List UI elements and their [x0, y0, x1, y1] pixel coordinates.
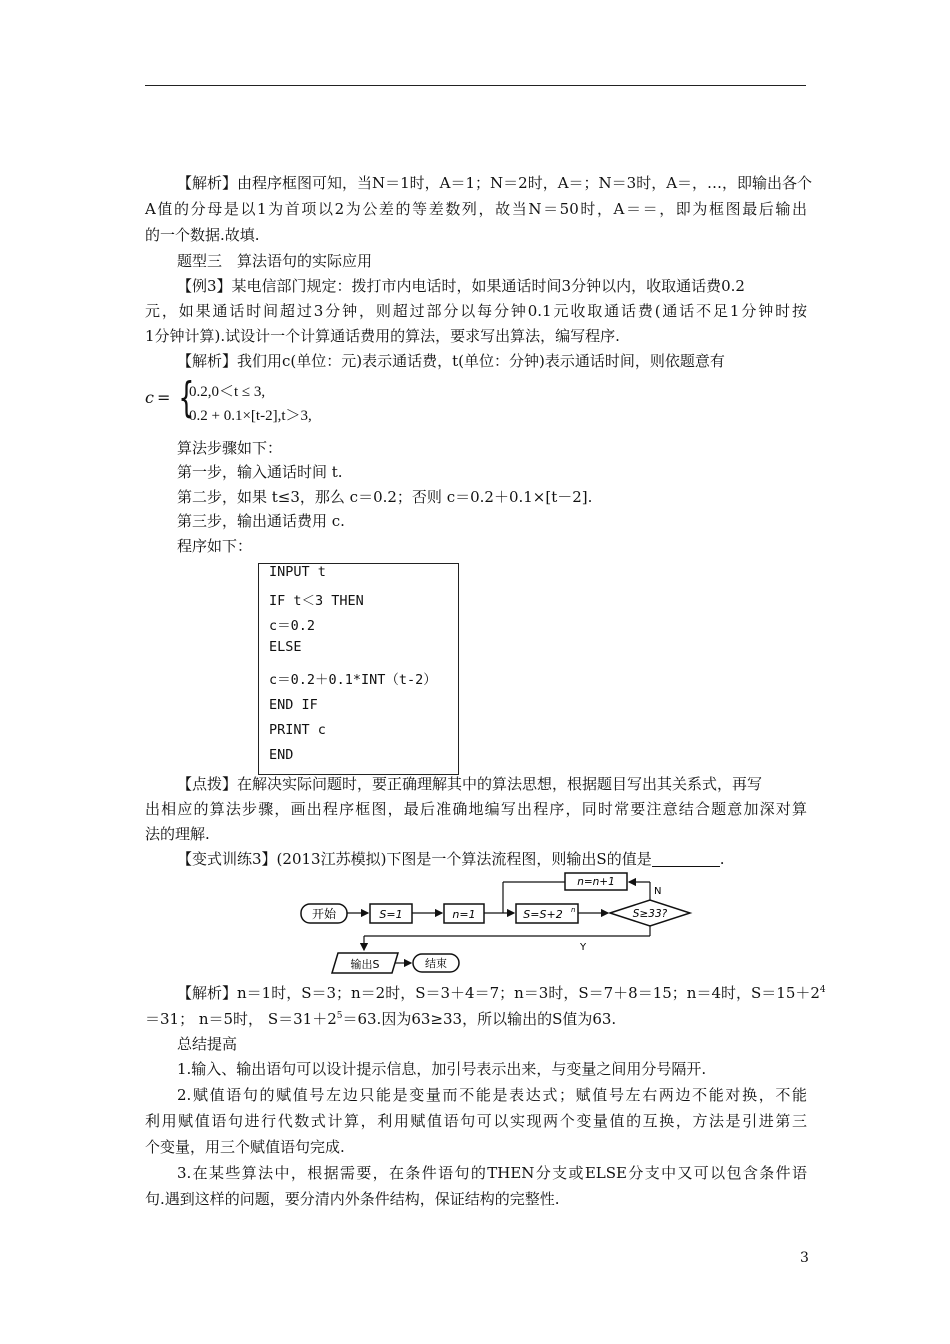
- code-line: END: [269, 747, 294, 763]
- step-2: 第二步，如果 t≤3，那么 c＝0.2；否则 c＝0.2＋0.1×[t－2].: [177, 488, 593, 506]
- left-brace-icon: {: [178, 373, 195, 422]
- exercise-line: [177, 848, 839, 870]
- answer-blank: [652, 851, 720, 867]
- header-rule: [145, 85, 806, 86]
- code-line: IF t＜3 THEN: [269, 593, 364, 609]
- comment-line-2: 出相应的算法步骤，画出程序框图，最后准确地编写出程序，同时常要注意结合题意加深对算: [145, 800, 807, 818]
- solution-line-1: [177, 982, 826, 1004]
- analysis-line-1: 【解析】由程序框图可知，当N＝1时，A＝1；N＝2时，A＝；N＝3时，A＝，…，即输出各个: [177, 174, 813, 192]
- flowchart: [298, 870, 698, 980]
- formula-case-2: 0.2 + 0.1×[t-2],t＞3,: [189, 408, 312, 424]
- example-line-1: 【例3】某电信部门规定：拨打市内电话时，如果通话时间3分钟以内，收取通话费0.2: [177, 277, 745, 295]
- program-intro: 程序如下：: [177, 537, 253, 555]
- solution-exp-1: 4: [819, 985, 826, 995]
- solution-text-2a: ＝31； n＝5时， S＝31＋2: [145, 1010, 337, 1028]
- code-line: END IF: [269, 697, 318, 713]
- output-label: 输出S: [350, 958, 380, 971]
- example-line-2: 元，如果通话时间超过3分钟，则超过部分以每分钟0.1元收取通话费(通话不足1分钟时按: [145, 302, 807, 320]
- steps-intro: 算法步骤如下：: [177, 439, 283, 457]
- exercise-text: 【变式训练3】(2013江苏模拟)下图是一个算法流程图，则输出S的值是: [177, 850, 652, 868]
- summary-point-2-line-3: 个变量，用三个赋值语句完成.: [145, 1138, 345, 1156]
- solution-exp-2: 5: [336, 1011, 343, 1021]
- end-label: 结束: [425, 957, 447, 970]
- analysis-line-2: A值的分母是以1为首项以2为公差的等差数列，故当N＝50时，A＝＝，即为框图最后输出: [145, 200, 807, 218]
- no-label: N: [654, 886, 662, 897]
- update-s-exponent: n: [571, 906, 576, 914]
- formula-case-1: 0.2,0＜t ≤ 3,: [189, 384, 266, 400]
- page-number: 3: [800, 1250, 809, 1266]
- code-line: PRINT c: [269, 722, 326, 738]
- comment-line-3: 法的理解.: [145, 825, 210, 843]
- summary-point-1: 1.输入、输出语句可以设计提示信息，加引号表示出来，与变量之间用分号隔开.: [177, 1060, 707, 1078]
- section-title: 题型三 算法语句的实际应用: [177, 252, 373, 270]
- code-line: ELSE: [269, 639, 302, 655]
- program-code-box: [258, 563, 459, 775]
- formula-equals: =: [157, 388, 171, 407]
- step-1: 第一步，输入通话时间 t.: [177, 463, 343, 481]
- solution-line-2: [145, 1008, 807, 1030]
- solution-text-2b: ＝63.因为63≥33，所以输出的S值为63.: [342, 1010, 617, 1028]
- summary-point-3-line-2: 句.遇到这样的问题，要分清内外条件结构，保证结构的完整性.: [145, 1190, 560, 1208]
- analysis3-line: 【解析】我们用c(单位：元)表示通话费，t(单位：分钟)表示通话时间，则依题意有: [177, 352, 725, 370]
- summary-title: 总结提高: [177, 1035, 238, 1053]
- summary-point-3-line-1: 3.在某些算法中，根据需要，在条件语句的THEN分支或ELSE分支中又可以包含条件语: [177, 1164, 807, 1182]
- condition-label: S≥33?: [632, 908, 668, 920]
- formula-lhs: c: [145, 388, 154, 407]
- start-label: 开始: [311, 907, 337, 921]
- update-s-label: S=S+2: [523, 908, 563, 921]
- init-n-label: n=1: [452, 908, 476, 921]
- init-s-label: S=1: [379, 908, 403, 921]
- solution-text-1: 【解析】n＝1时，S＝3；n＝2时，S＝3＋4＝7；n＝3时，S＝7＋8＝15；n＝4时，S＝15＋2: [177, 984, 820, 1002]
- step-3: 第三步，输出通话费用 c.: [177, 512, 345, 530]
- code-line: INPUT t: [269, 564, 326, 580]
- exercise-end: .: [719, 850, 725, 868]
- analysis-line-3: 的一个数据.故填.: [145, 226, 260, 244]
- increment-label: n=n+1: [577, 876, 615, 888]
- summary-point-2-line-1: 2.赋值语句的赋值号左边只能是变量而不能是表达式；赋值号左右两边不能对换，不能: [177, 1086, 807, 1104]
- summary-point-2-line-2: 利用赋值语句进行代数式计算，利用赋值语句可以实现两个变量值的互换，方法是引进第三: [145, 1112, 807, 1130]
- yes-label: Y: [580, 942, 587, 953]
- comment-line-1: 【点拨】在解决实际问题时，要正确理解其中的算法思想，根据题目写出其关系式，再写: [177, 775, 763, 793]
- code-line: c＝0.2: [269, 618, 316, 634]
- example-line-3: 1分钟计算).试设计一个计算通话费用的算法，要求写出算法，编写程序.: [145, 327, 620, 345]
- code-line: c＝0.2＋0.1*INT（t-2）: [269, 672, 437, 688]
